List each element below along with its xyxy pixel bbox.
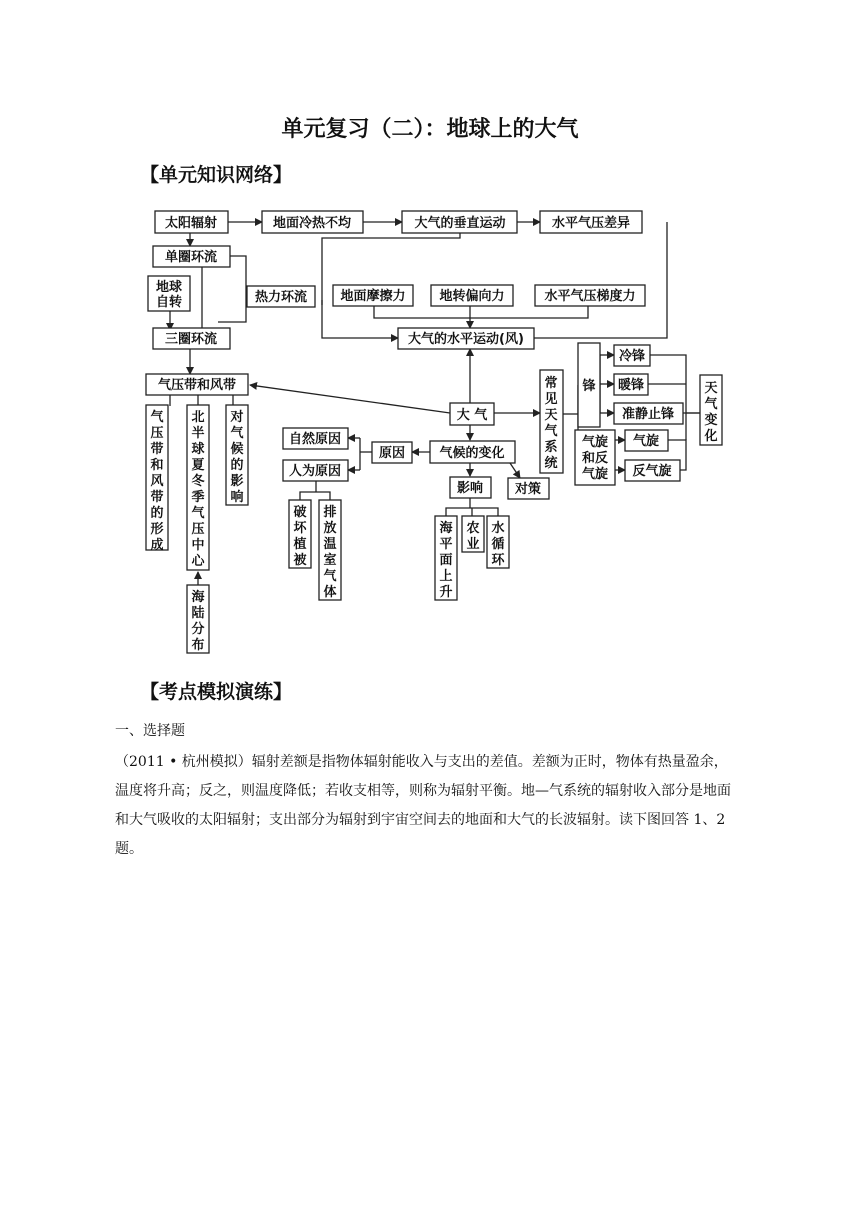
svg-text:被: 被 — [293, 553, 307, 568]
svg-text:海: 海 — [191, 590, 205, 605]
box-v-pohuai — [289, 500, 311, 568]
svg-text:大 气: 大 气 — [456, 408, 488, 423]
box-feng — [578, 343, 600, 427]
box-changjian — [540, 370, 563, 473]
svg-text:排: 排 — [323, 505, 337, 520]
box-qixuan — [625, 430, 668, 451]
box-zhunjing — [614, 403, 683, 424]
svg-text:暖锋: 暖锋 — [617, 378, 645, 393]
box-shuiping-qiya — [540, 211, 642, 233]
svg-text:坏: 坏 — [293, 521, 307, 536]
svg-text:压: 压 — [191, 522, 205, 537]
svg-text:大气的垂直运动: 大气的垂直运动 — [414, 216, 506, 231]
svg-text:气: 气 — [191, 506, 205, 521]
svg-text:海: 海 — [439, 521, 453, 536]
svg-text:北: 北 — [191, 410, 205, 425]
box-tianqi-bianhua — [700, 375, 722, 445]
svg-text:压: 压 — [150, 426, 164, 441]
box-v-beibanqiu — [187, 405, 209, 570]
box-daqi-shuiping — [398, 328, 534, 349]
svg-text:业: 业 — [466, 537, 480, 552]
svg-text:球: 球 — [191, 442, 205, 457]
svg-text:中: 中 — [191, 538, 205, 553]
svg-text:见: 见 — [544, 392, 558, 407]
svg-text:对策: 对策 — [514, 482, 542, 497]
svg-text:升: 升 — [439, 585, 453, 600]
svg-text:大气的水平运动(风): 大气的水平运动(风) — [408, 332, 524, 347]
svg-text:植: 植 — [293, 537, 307, 552]
svg-text:破: 破 — [293, 505, 307, 520]
svg-text:温: 温 — [323, 537, 337, 552]
svg-text:准静止锋: 准静止锋 — [621, 407, 675, 422]
svg-text:气: 气 — [704, 397, 718, 412]
svg-text:环: 环 — [491, 553, 505, 568]
svg-text:自转: 自转 — [155, 295, 183, 310]
box-v-shuixunhuan — [487, 516, 509, 568]
box-mocaili — [333, 285, 413, 306]
svg-text:面: 面 — [439, 553, 453, 568]
svg-text:气: 气 — [150, 410, 164, 425]
svg-text:化: 化 — [704, 429, 718, 444]
box-qixuan-fan — [575, 430, 615, 485]
svg-text:平: 平 — [439, 537, 453, 552]
svg-text:常: 常 — [544, 376, 558, 391]
svg-text:季: 季 — [191, 490, 205, 505]
svg-text:单圈环流: 单圈环流 — [164, 250, 218, 265]
box-sanquan — [153, 328, 230, 349]
box-yingxiang — [450, 477, 491, 498]
svg-text:冬: 冬 — [191, 474, 205, 489]
svg-text:候: 候 — [230, 442, 244, 457]
svg-text:气旋: 气旋 — [581, 435, 609, 450]
svg-text:农: 农 — [466, 521, 480, 536]
box-taiyang — [155, 211, 228, 233]
svg-text:循: 循 — [491, 537, 505, 552]
svg-text:响: 响 — [230, 490, 244, 505]
question-paragraph: （2011 • 杭州模拟）辐射差额是指物体辐射能收入与支出的差值。差额为正时，物体有热量盈余，温度将升高；反之，则温度降低；若收支相等，则称为辐射平衡。地—气系统的辐射收入部分是地面和大气吸收的太阳辐射；支出部分为辐射到宇宙空间去的地面和大气的长波辐射。读下图回答 1、2 题。 — [115, 754, 731, 857]
svg-text:地球: 地球 — [155, 280, 183, 295]
box-nuanfeng — [614, 374, 648, 395]
box-daqi-chuizhi — [402, 211, 517, 233]
page-title: 单元复习（二）：地球上的大气 — [281, 117, 579, 142]
svg-text:陆: 陆 — [191, 606, 205, 621]
svg-text:带: 带 — [150, 490, 164, 505]
svg-text:气: 气 — [544, 424, 558, 439]
svg-text:体: 体 — [323, 585, 337, 600]
svg-text:风: 风 — [150, 474, 164, 489]
svg-text:气: 气 — [230, 426, 244, 441]
svg-text:布: 布 — [191, 638, 205, 653]
box-v-haipingmian — [435, 516, 457, 600]
box-lengfeng — [614, 345, 650, 366]
section-label: 一、选择题 — [115, 723, 185, 739]
box-danquan — [153, 246, 230, 267]
svg-text:系: 系 — [544, 440, 558, 455]
svg-text:影: 影 — [230, 474, 244, 489]
box-v-xingcheng — [146, 405, 168, 553]
svg-text:太阳辐射: 太阳辐射 — [164, 216, 218, 231]
svg-text:的: 的 — [230, 458, 244, 473]
box-ziran — [283, 428, 348, 449]
svg-text:地转偏向力: 地转偏向力 — [439, 289, 505, 304]
svg-text:天: 天 — [704, 381, 718, 396]
svg-text:气: 气 — [323, 569, 337, 584]
box-fanqixuan — [625, 460, 680, 481]
svg-text:和: 和 — [150, 458, 164, 473]
svg-text:三圈环流: 三圈环流 — [164, 332, 218, 347]
box-duice — [508, 478, 549, 499]
svg-text:原因: 原因 — [378, 446, 406, 461]
box-yuanyin — [372, 442, 412, 463]
box-v-nongye — [462, 516, 484, 552]
svg-text:形: 形 — [150, 522, 164, 537]
section-heading-network: 【单元知识网络】 — [140, 164, 293, 186]
svg-text:和反: 和反 — [581, 451, 609, 466]
svg-text:地面摩擦力: 地面摩擦力 — [340, 289, 406, 304]
svg-text:对: 对 — [230, 410, 244, 425]
svg-text:锋: 锋 — [582, 379, 596, 394]
svg-text:影响: 影响 — [456, 481, 484, 496]
box-dizhuan — [431, 285, 513, 306]
svg-text:分: 分 — [191, 622, 205, 637]
svg-text:气旋: 气旋 — [632, 434, 660, 449]
box-v-qihou-yingxiang — [226, 405, 248, 505]
svg-text:水平气压梯度力: 水平气压梯度力 — [544, 289, 636, 304]
svg-text:人为原因: 人为原因 — [288, 464, 342, 479]
svg-text:夏: 夏 — [191, 458, 205, 473]
svg-text:带: 带 — [150, 442, 164, 457]
box-renwei — [283, 460, 348, 481]
svg-text:的: 的 — [150, 506, 164, 521]
svg-text:热力环流: 热力环流 — [254, 290, 308, 305]
svg-text:半: 半 — [191, 426, 205, 441]
box-v-hailu — [187, 585, 209, 653]
box-qihou-bianhua — [430, 441, 515, 463]
svg-text:成: 成 — [150, 538, 164, 553]
box-diqiu-zizhuan — [148, 276, 190, 311]
svg-text:水平气压差异: 水平气压差异 — [551, 216, 631, 231]
box-v-paifang — [319, 500, 341, 600]
svg-text:冷锋: 冷锋 — [618, 349, 646, 364]
svg-text:地面冷热不均: 地面冷热不均 — [272, 216, 352, 231]
svg-text:室: 室 — [323, 553, 337, 568]
svg-text:上: 上 — [439, 569, 453, 584]
svg-text:变: 变 — [704, 413, 718, 428]
svg-text:气压带和风带: 气压带和风带 — [157, 378, 237, 393]
svg-text:天: 天 — [544, 408, 558, 423]
svg-text:水: 水 — [491, 521, 505, 536]
svg-text:气旋: 气旋 — [581, 467, 609, 482]
svg-text:心: 心 — [191, 554, 205, 569]
box-tiduli — [535, 285, 645, 306]
box-qiyadai — [146, 374, 248, 395]
section-heading-exercise: 【考点模拟演练】 — [140, 681, 293, 703]
box-daqi — [450, 403, 494, 425]
box-dimian-lengre — [262, 211, 363, 233]
svg-text:反气旋: 反气旋 — [632, 464, 672, 479]
svg-text:放: 放 — [323, 521, 337, 536]
box-reli — [247, 286, 315, 307]
svg-text:自然原因: 自然原因 — [288, 432, 342, 447]
svg-text:气候的变化: 气候的变化 — [439, 446, 505, 461]
svg-text:统: 统 — [544, 456, 558, 471]
